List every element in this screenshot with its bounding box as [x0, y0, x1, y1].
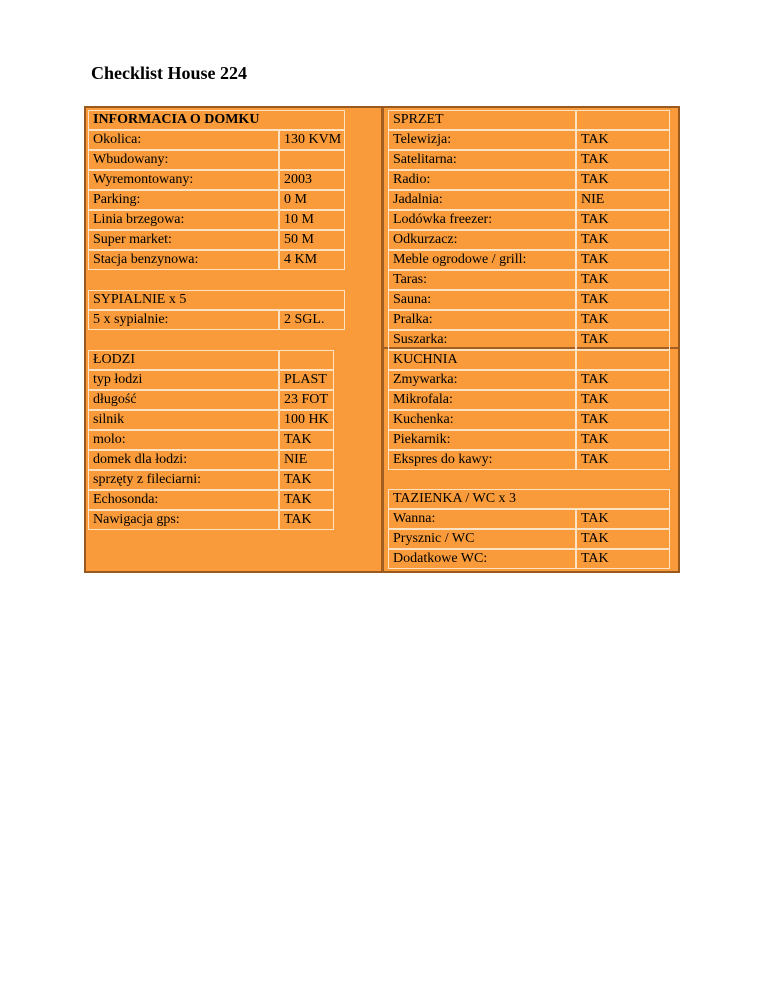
row-label: domek dla łodzi: [88, 450, 279, 470]
row-label: Suszarka: [388, 330, 576, 350]
row-value: NIE [279, 450, 334, 470]
row-label: Radio: [388, 170, 576, 190]
row-label: silnik [88, 410, 279, 430]
row-value: 2 SGL. [279, 310, 345, 330]
row-value: TAK [279, 510, 334, 530]
row-label: Okolica: [88, 130, 279, 150]
section-header-empty-cell [576, 350, 670, 370]
row-value: TAK [576, 310, 670, 330]
row-label: Wanna: [388, 509, 576, 529]
row-value: 130 KVM [279, 130, 345, 150]
row-value: TAK [576, 450, 670, 470]
row-label: Kuchenka: [388, 410, 576, 430]
row-label: Wbudowany: [88, 150, 279, 170]
section-header-bedrooms: SYPIALNIE x 5 [88, 290, 345, 310]
row-value: TAK [576, 509, 670, 529]
column-divider [381, 108, 384, 571]
row-value: 0 M [279, 190, 345, 210]
row-label: Sauna: [388, 290, 576, 310]
row-value: TAK [279, 430, 334, 450]
row-value: PLAST [279, 370, 334, 390]
row-label: Zmywarka: [388, 370, 576, 390]
section-header-kitchen: KUCHNIA [388, 350, 576, 370]
row-label: Linia brzegowa: [88, 210, 279, 230]
row-label: 5 x sypialnie: [88, 310, 279, 330]
row-label: Prysznic / WC [388, 529, 576, 549]
row-label: Parking: [88, 190, 279, 210]
row-value: TAK [576, 290, 670, 310]
row-label: sprzęty z fileciarni: [88, 470, 279, 490]
row-value: 4 KM [279, 250, 345, 270]
row-value: TAK [576, 330, 670, 350]
row-label: Pralka: [388, 310, 576, 330]
row-label: Ekspres do kawy: [388, 450, 576, 470]
row-value: TAK [576, 150, 670, 170]
row-value: NIE [576, 190, 670, 210]
section-header-bathroom: TAZIENKA / WC x 3 [388, 489, 670, 509]
row-label: molo: [88, 430, 279, 450]
row-label: Jadalnia: [388, 190, 576, 210]
section-header-empty-cell [576, 110, 670, 130]
row-label: Nawigacja gps: [88, 510, 279, 530]
row-value: TAK [576, 250, 670, 270]
row-label: Piekarnik: [388, 430, 576, 450]
row-label: Dodatkowe WC: [388, 549, 576, 569]
row-label: Mikrofala: [388, 390, 576, 410]
row-value: TAK [576, 549, 670, 569]
row-value: TAK [576, 130, 670, 150]
row-label: typ łodzi [88, 370, 279, 390]
row-value: TAK [279, 490, 334, 510]
section-header-equipment: SPRZET [388, 110, 576, 130]
row-value: TAK [576, 390, 670, 410]
section-header-empty-cell [279, 350, 334, 370]
row-value: TAK [576, 170, 670, 190]
row-label: długość [88, 390, 279, 410]
row-value: TAK [576, 210, 670, 230]
row-value: TAK [576, 230, 670, 250]
row-label: Super market: [88, 230, 279, 250]
section-header-boats: ŁODZI [88, 350, 279, 370]
row-value: TAK [576, 270, 670, 290]
row-label: Satelitarna: [388, 150, 576, 170]
row-value: TAK [576, 370, 670, 390]
section-header-info: INFORMACIA O DOMKU [88, 110, 345, 130]
row-label: Telewizja: [388, 130, 576, 150]
row-value: 10 M [279, 210, 345, 230]
row-value: TAK [576, 410, 670, 430]
row-value: TAK [576, 430, 670, 450]
row-label: Lodówka freezer: [388, 210, 576, 230]
row-value: 50 M [279, 230, 345, 250]
row-label: Odkurzacz: [388, 230, 576, 250]
page-title: Checklist House 224 [91, 63, 248, 83]
row-label: Taras: [388, 270, 576, 290]
row-label: Wyremontowany: [88, 170, 279, 190]
row-value: 23 FOT [279, 390, 334, 410]
row-label: Meble ogrodowe / grill: [388, 250, 576, 270]
row-value: 100 HK [279, 410, 334, 430]
row-value: TAK [576, 529, 670, 549]
row-label: Echosonda: [88, 490, 279, 510]
row-value [279, 150, 345, 170]
row-value: 2003 [279, 170, 345, 190]
row-label: Stacja benzynowa: [88, 250, 279, 270]
row-value: TAK [279, 470, 334, 490]
